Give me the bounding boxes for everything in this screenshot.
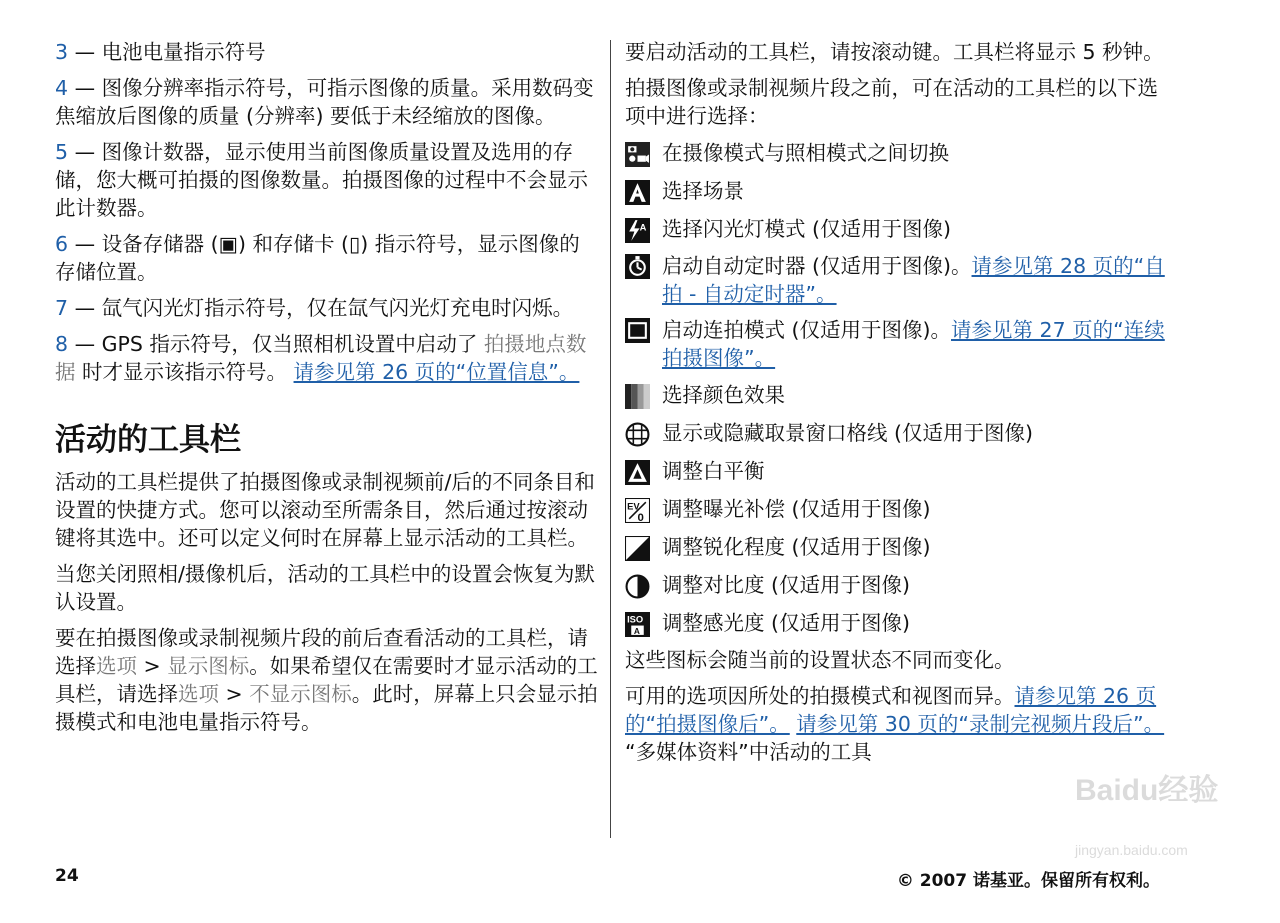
list-item: 4 — 图像分辨率指示符号，可指示图像的质量。采用数码变焦缩放后图像的质量 (分辨率) 要低于未经缩放的图像。 [55, 76, 594, 128]
contrast-icon [625, 574, 650, 599]
svg-text:A: A [633, 625, 640, 636]
toolbar-option: EV 0 调整曝光补偿 (仅适用于图像) [625, 494, 1170, 524]
paragraph: 当您关闭照相/摄像机后，活动的工具栏中的设置会恢复为默认设置。 [55, 562, 595, 614]
list-item: 7 — 氙气闪光灯指示符号，仅在氙气闪光灯充电时闪烁。 [55, 296, 574, 320]
list-item: 5 — 图像计数器，显示使用当前图像质量设置及选用的存储，您大概可拍摄的图像数量。拍摄图像的过程中不会显示此计数器。 [55, 140, 588, 220]
svg-text:EV: EV [627, 500, 640, 511]
toolbar-option: ISO A 调整感光度 (仅适用于图像) [625, 608, 1170, 638]
toolbar-option: 选择场景 [625, 176, 1170, 206]
page-number: 24 [55, 866, 79, 886]
toolbar-option: 显示或隐藏取景窗口格线 (仅适用于图像) [625, 418, 1170, 448]
paragraph: 活动的工具栏提供了拍摄图像或录制视频前/后的不同条目和设置的快捷方式。您可以滚动至所需条目，然后通过按滚动键将其选中。还可以定义何时在屏幕上显示活动的工具栏。 [55, 470, 595, 550]
ui-term: 不显示图标 [249, 682, 352, 706]
sharpness-icon [625, 536, 650, 561]
left-column [55, 38, 598, 744]
paragraph: 可用的选项因所处的拍摄模式和视图而异。请参见第 26 页的“拍摄图像后”。 请参见第 30 页的“录制完视频片段后”。 “多媒体资料”中活动的工具 [625, 684, 1165, 764]
column-divider [610, 40, 611, 838]
iso-icon [625, 612, 650, 637]
toolbar-option: 选择颜色效果 [625, 380, 1170, 410]
toolbar-option: 调整锐化程度 (仅适用于图像) [625, 532, 1170, 562]
svg-text:A: A [639, 222, 647, 232]
flash-icon [625, 218, 650, 243]
self-timer-icon [625, 254, 650, 279]
color-effect-icon [625, 384, 650, 409]
list-item: 3 — 电池电量指示符号 [55, 40, 266, 64]
list-item-gps: 8 — GPS 指示符号，仅当照相机设置中启动了 拍摄地点数据 时才显示该指示符号。 请参见第 26 页的“位置信息”。 [55, 332, 587, 384]
right-column [625, 38, 1170, 774]
ui-term: 拍摄地点数据 [55, 332, 587, 384]
section-heading: 活动的工具栏 [55, 422, 241, 458]
cross-reference-link[interactable]: 请参见第 27 页的“连续拍摄图像”。 [662, 318, 1165, 370]
grid-icon [625, 422, 650, 447]
burst-mode-icon [625, 318, 650, 343]
toolbar-option: 启动自动定时器 (仅适用于图像)。请参见第 28 页的“自拍 - 自动定时器”。 [625, 252, 1170, 308]
ui-term: 显示图标 [167, 654, 250, 678]
cross-reference-link[interactable]: 请参见第 30 页的“录制完视频片段后”。 [796, 712, 1165, 736]
scene-icon [625, 180, 650, 205]
paragraph: 要在拍摄图像或录制视频片段的前后查看活动的工具栏，请选择选项 > 显示图标。如果希望仅在需要时才显示活动的工具栏，请选择选项 > 不显示图标。此时，屏幕上只会显示拍摄模式和电池电量指示符号。 [55, 626, 598, 734]
exposure-icon [625, 498, 650, 523]
svg-text:ISO: ISO [627, 613, 644, 624]
toolbar-option: 调整白平衡 [625, 456, 1170, 486]
camera-video-switch-icon [625, 142, 650, 167]
white-balance-icon [625, 460, 650, 485]
baidu-watermark [1075, 760, 1219, 870]
svg-text:0: 0 [637, 511, 644, 524]
cross-reference-link[interactable]: 请参见第 26 页的“拍摄图像后”。 [625, 684, 1157, 736]
cross-reference-link[interactable]: 请参见第 28 页的“自拍 - 自动定时器”。 [662, 254, 1165, 306]
toolbar-option: 在摄像模式与照相模式之间切换 [625, 138, 1170, 168]
paragraph: 要启动活动的工具栏，请按滚动键。工具栏将显示 5 秒钟。 [625, 40, 1164, 64]
toolbar-option: A 选择闪光灯模式 (仅适用于图像) [625, 214, 1170, 244]
ui-term: 选项 [178, 682, 219, 706]
cross-reference-link[interactable]: 请参见第 26 页的“位置信息”。 [293, 360, 580, 384]
list-item: 6 — 设备存储器 (▣) 和存储卡 (▯) 指示符号，显示图像的存储位置。 [55, 232, 580, 284]
watermark-logo-text: Baidu经验 [1075, 774, 1219, 807]
copyright-notice: © 2007 诺基亚。保留所有权利。 [896, 871, 1160, 891]
paragraph: 拍摄图像或录制视频片段之前，可在活动的工具栏的以下选项中进行选择： [625, 76, 1158, 128]
ui-term: 选项 [96, 654, 137, 678]
toolbar-option: 调整对比度 (仅适用于图像) [625, 570, 1170, 600]
watermark-url: jingyan.baidu.com [1075, 842, 1188, 858]
paragraph: 这些图标会随当前的设置状态不同而变化。 [625, 648, 1015, 672]
toolbar-option: 启动连拍模式 (仅适用于图像)。请参见第 27 页的“连续拍摄图像”。 [625, 316, 1170, 372]
